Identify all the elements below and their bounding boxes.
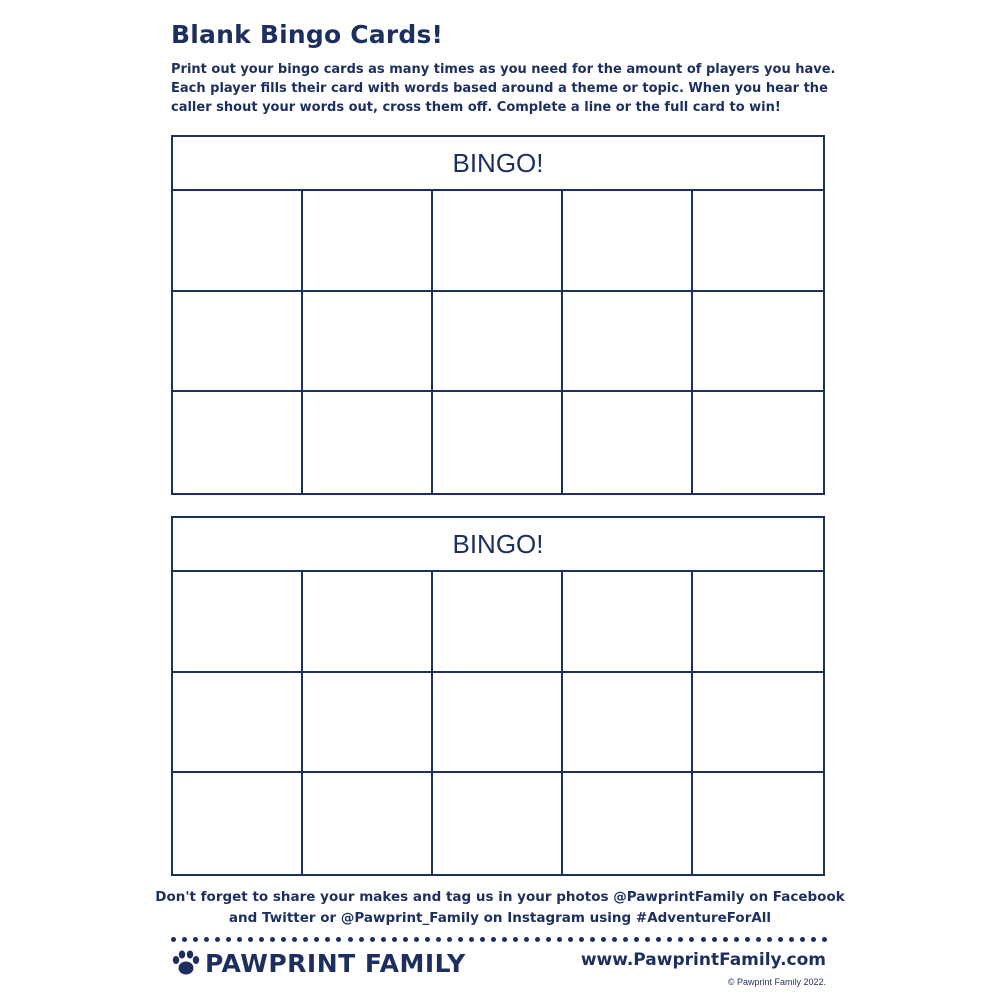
share-text <box>150 887 850 929</box>
divider-dot <box>414 937 419 942</box>
divider-dot <box>248 937 253 942</box>
bingo-card-header: BINGO! <box>173 518 823 572</box>
divider-dot <box>767 937 772 942</box>
brand-name: PAWPRINT FAMILY <box>205 948 466 978</box>
divider-dot <box>634 937 639 942</box>
copyright-notice: © Pawprint Family 2022. <box>727 977 826 987</box>
divider-dot <box>480 937 485 942</box>
divider-dot <box>359 937 364 942</box>
divider-dot <box>292 937 297 942</box>
bingo-cell[interactable] <box>173 572 303 673</box>
divider-dot <box>579 937 584 942</box>
divider-dot <box>381 937 386 942</box>
divider-dot <box>370 937 375 942</box>
divider-dot <box>458 937 463 942</box>
divider-dot <box>535 937 540 942</box>
divider-dot <box>723 937 728 942</box>
divider-dot <box>469 937 474 942</box>
bingo-cell[interactable] <box>693 773 823 874</box>
divider-dot <box>182 937 187 942</box>
divider-dot <box>303 937 308 942</box>
divider-dot <box>425 937 430 942</box>
bingo-cell[interactable] <box>693 673 823 774</box>
page-title: Blank Bingo Cards! <box>171 20 444 49</box>
divider-dot <box>811 937 816 942</box>
share-line: Don't forget to share your makes and tag us in your photos @PawprintFamily on Facebook <box>155 889 845 905</box>
bingo-cell[interactable] <box>303 673 433 774</box>
divider-dot <box>623 937 628 942</box>
divider-dot <box>447 937 452 942</box>
intro-line: caller shout your words out, cross them off. Complete a line or the full card to win! <box>171 100 781 115</box>
bingo-cell[interactable] <box>563 191 693 292</box>
bingo-cell[interactable] <box>173 673 303 774</box>
bingo-cell[interactable] <box>303 191 433 292</box>
bingo-cell[interactable] <box>433 572 563 673</box>
divider-dot <box>789 937 794 942</box>
divider-dot <box>281 937 286 942</box>
bingo-cell[interactable] <box>433 392 563 493</box>
divider-dot <box>392 937 397 942</box>
divider-dot <box>436 937 441 942</box>
divider-dot <box>524 937 529 942</box>
divider-dot <box>325 937 330 942</box>
bingo-cell[interactable] <box>303 292 433 393</box>
divider-dot <box>612 937 617 942</box>
divider-dot <box>678 937 683 942</box>
divider-dot <box>745 937 750 942</box>
share-line: and Twitter or @Pawprint_Family on Instagram using #AdventureForAll <box>228 910 772 926</box>
divider-dot <box>270 937 275 942</box>
paw-icon <box>171 949 201 977</box>
intro-line: Each player fills their card with words based around a theme or topic. When you hear the <box>171 81 828 96</box>
intro-text <box>171 60 836 117</box>
divider-dot <box>601 937 606 942</box>
dotted-divider <box>171 937 827 943</box>
bingo-card-header: BINGO! <box>173 137 823 191</box>
divider-dot <box>546 937 551 942</box>
bingo-cell[interactable] <box>693 572 823 673</box>
bingo-cell[interactable] <box>173 292 303 393</box>
divider-dot <box>259 937 264 942</box>
divider-dot <box>215 937 220 942</box>
bingo-cell[interactable] <box>173 191 303 292</box>
divider-dot <box>226 937 231 942</box>
bingo-cell[interactable] <box>563 773 693 874</box>
bingo-cell[interactable] <box>173 773 303 874</box>
bingo-cell[interactable] <box>563 392 693 493</box>
bingo-cell[interactable] <box>303 392 433 493</box>
divider-dot <box>491 937 496 942</box>
bingo-cell[interactable] <box>433 191 563 292</box>
brand-logo <box>171 948 466 978</box>
bingo-cell[interactable] <box>433 773 563 874</box>
divider-dot <box>712 937 717 942</box>
divider-dot <box>778 937 783 942</box>
divider-dot <box>193 937 198 942</box>
divider-dot <box>734 937 739 942</box>
divider-dot <box>513 937 518 942</box>
bingo-card-1 <box>171 135 825 495</box>
bingo-cell[interactable] <box>563 572 693 673</box>
bingo-cell[interactable] <box>173 392 303 493</box>
divider-dot <box>756 937 761 942</box>
bingo-cell[interactable] <box>433 673 563 774</box>
bingo-grid <box>173 572 823 874</box>
divider-dot <box>204 937 209 942</box>
website-link[interactable]: www.PawprintFamily.com <box>580 950 826 970</box>
bingo-cell[interactable] <box>563 673 693 774</box>
bingo-card-2 <box>171 516 825 876</box>
divider-dot <box>800 937 805 942</box>
divider-dot <box>590 937 595 942</box>
bingo-cell[interactable] <box>693 191 823 292</box>
divider-dot <box>822 937 827 942</box>
divider-dot <box>502 937 507 942</box>
divider-dot <box>403 937 408 942</box>
divider-dot <box>171 937 176 942</box>
divider-dot <box>667 937 672 942</box>
divider-dot <box>348 937 353 942</box>
bingo-cell[interactable] <box>693 392 823 493</box>
divider-dot <box>314 937 319 942</box>
divider-dot <box>701 937 706 942</box>
divider-dot <box>568 937 573 942</box>
bingo-cell[interactable] <box>433 292 563 393</box>
intro-line: Print out your bingo cards as many times as you need for the amount of players you have. <box>171 62 836 77</box>
divider-dot <box>557 937 562 942</box>
divider-dot <box>237 937 242 942</box>
bingo-cell[interactable] <box>303 773 433 874</box>
divider-dot <box>336 937 341 942</box>
bingo-grid <box>173 191 823 493</box>
bingo-cell[interactable] <box>303 572 433 673</box>
divider-dot <box>689 937 694 942</box>
bingo-cell[interactable] <box>563 292 693 393</box>
divider-dot <box>645 937 650 942</box>
divider-dot <box>656 937 661 942</box>
bingo-cell[interactable] <box>693 292 823 393</box>
